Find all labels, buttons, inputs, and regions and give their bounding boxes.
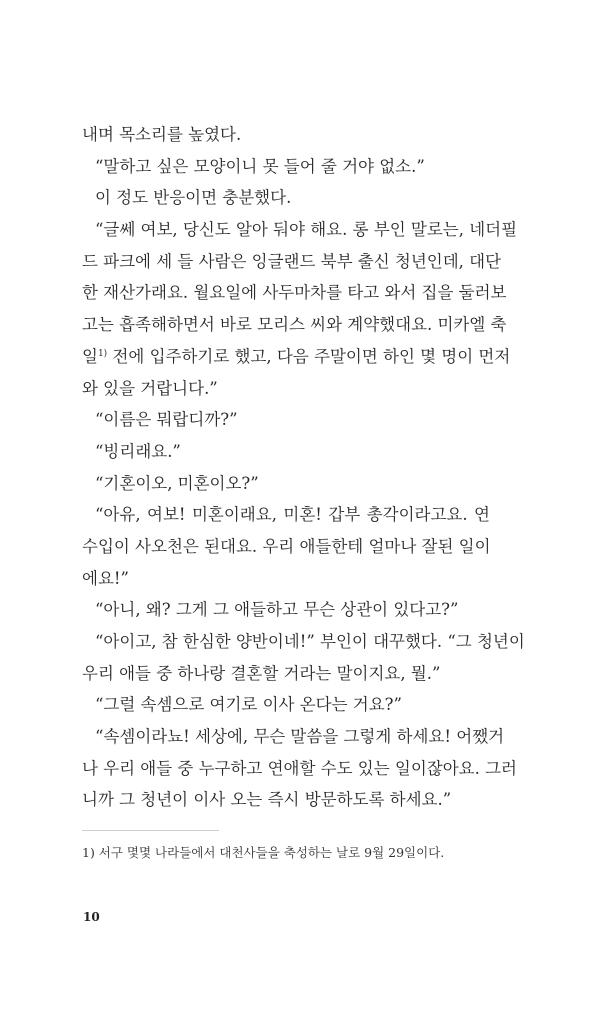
- text-line: “이름은 뭐랍디까?”: [95, 410, 238, 430]
- text-fragment: 일: [82, 346, 98, 366]
- text-line: 에요!”: [82, 568, 129, 588]
- text-line: “아유, 여보! 미혼이래요, 미혼! 갑부 총각이라고요. 연: [95, 505, 490, 525]
- footnote: 1) 서구 몇몇 나라들에서 대천사들을 축성하는 날로 9월 29일이다.: [82, 845, 445, 860]
- text-line: “아이고, 참 한심한 양반이네!” 부인이 대꾸했다. “그 청년이: [95, 632, 525, 651]
- text-line: “말하고 싶은 모양이니 못 들어 줄 거야 없소.”: [95, 156, 425, 176]
- text-line: 내며 목소리를 높였다.: [82, 125, 242, 144]
- text-line: “아니, 왜? 그게 그 애들하고 무슨 상관이 있다고?”: [95, 600, 459, 620]
- text-line: 드 파크에 세 들 사람은 잉글랜드 북부 출신 청년인데, 대단: [82, 251, 502, 271]
- text-line: 나 우리 애들 중 누구하고 연애할 수도 있는 일이잖아요. 그러: [82, 758, 517, 778]
- text-line: 이 정도 반응이면 충분했다.: [95, 188, 292, 208]
- text-line: “글쎄 여보, 당신도 알아 둬야 해요. 롱 부인 말로는, 네더필: [95, 220, 518, 240]
- footnote-marker[interactable]: 1): [97, 348, 108, 359]
- text-fragment: 전에 입주하기로 했고, 다음 주말이면 하인 몇 명이 먼저: [107, 346, 511, 366]
- footnote-divider: [82, 830, 219, 831]
- text-line: 고는 흡족해하면서 바로 모리스 씨와 계약했대요. 미카엘 축: [82, 315, 507, 335]
- text-line: “그럴 속셈으로 여기로 이사 온다는 거요?”: [95, 695, 402, 715]
- body-text: [82, 119, 525, 816]
- text-line: 우리 애들 중 하나랑 결혼할 거라는 말이지요, 뭘.”: [82, 663, 441, 683]
- page-number: 10: [83, 910, 100, 924]
- text-line: 니까 그 청년이 이사 오는 즉시 방문하도록 하세요.”: [82, 790, 452, 810]
- text-line: 한 재산가래요. 월요일에 사두마차를 타고 와서 집을 둘러보: [82, 283, 507, 303]
- text-line: “속셈이라뇨! 세상에, 무슨 말씀을 그렇게 하세요! 어쨌거: [95, 727, 505, 747]
- text-line: [82, 341, 511, 373]
- text-line: 와 있을 거랍니다.”: [82, 378, 218, 398]
- text-line: 수입이 사오천은 된대요. 우리 애들한테 얼마나 잘된 일이: [82, 536, 491, 556]
- text-line: “빙리래요.”: [95, 441, 181, 461]
- text-line: “기혼이오, 미혼이오?”: [95, 473, 259, 493]
